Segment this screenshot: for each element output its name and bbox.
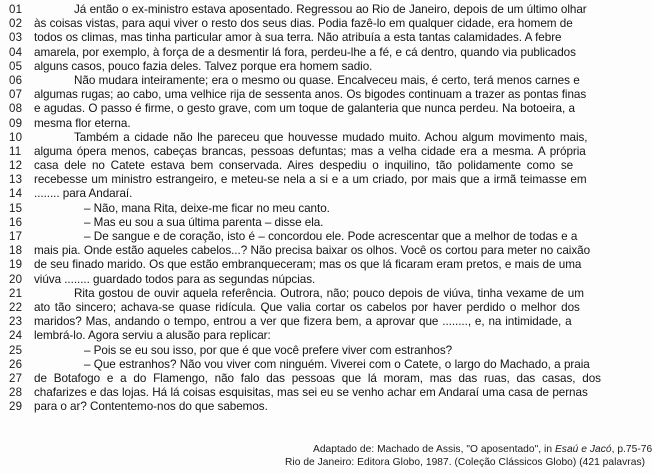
line-text <box>34 358 652 371</box>
passage-line <box>0 88 652 102</box>
line-text <box>34 60 652 73</box>
line-text <box>34 187 652 200</box>
passage-line <box>0 258 652 272</box>
attribution-line-1 <box>0 444 652 457</box>
passage-line <box>0 187 652 201</box>
source-attribution <box>0 444 652 469</box>
line-content: para o ar? Contentemo-nos do que sabemos. <box>34 400 268 414</box>
line-number: 10 <box>9 131 23 144</box>
passage-line <box>0 102 652 116</box>
line-content: Não mudara inteiramente; era o mesmo ou quase. Encalveceu mais, é certo, terá menos carnes e <box>74 73 580 87</box>
passage-line <box>0 372 652 386</box>
line-text <box>34 17 652 30</box>
line-text <box>34 31 652 44</box>
line-number: 20 <box>9 273 23 286</box>
line-number: 14 <box>9 188 23 201</box>
line-content: ........ para Andaraí. <box>34 187 133 201</box>
line-content: de seu finado marido. Os que estão embranqueceram; mas os que lá ficaram eram pretos, e mais de uma <box>34 258 582 272</box>
line-content: lembrá-lo. Agora serviu a alusão para replicar: <box>34 329 271 343</box>
line-number: 09 <box>9 117 23 130</box>
line-text <box>34 102 652 115</box>
line-number: 08 <box>9 103 23 116</box>
line-number: 26 <box>9 358 23 371</box>
line-content: às coisas vistas, para aqui viver o resto dos seus dias. Podia fazê-lo em qualquer cidade, era homem de <box>34 17 573 31</box>
line-content: – Não, mana Rita, deixe-me ficar no meu canto. <box>84 201 330 215</box>
line-content: viúva ........ guardado todos para as segundas núpcias. <box>34 272 316 286</box>
passage-line <box>0 315 652 329</box>
line-content: – De sangue e de coração, isto é – concordou ele. Pode acrescentar que a melhor de todas e a <box>84 230 578 243</box>
line-content: Também a cidade não lhe pareceu que houvesse mudado muito. Achou algum movimento mais, <box>74 130 588 144</box>
passage-line <box>0 60 652 74</box>
line-content: ato tão sincero; achava-se quase ridícula. Que valia cortar os cabelos por haver perdido o melhor dos <box>34 300 580 314</box>
line-number: 01 <box>9 4 23 16</box>
attribution-prefix: Adaptado de: Machado de Assis, "O aposentado", in <box>313 444 555 455</box>
line-number: 06 <box>9 74 23 87</box>
passage-line <box>0 244 652 258</box>
line-number: 23 <box>9 316 23 329</box>
line-text <box>34 372 652 385</box>
line-text <box>34 344 652 357</box>
line-content: casa dele no Catete estava bem conservada. Aires despediu o inquilino, tão polidamente como se <box>34 159 574 173</box>
passage-line <box>0 173 652 187</box>
line-text <box>34 273 652 286</box>
passage-line <box>0 74 652 88</box>
line-number: 21 <box>9 287 23 300</box>
line-number: 16 <box>9 216 23 229</box>
line-number: 27 <box>9 372 23 385</box>
line-content: de Botafogo e a do Flamengo, não falo das pessoas que lá moram, mas das ruas, das casas, dos <box>34 371 601 385</box>
line-number: 17 <box>9 231 23 243</box>
line-number: 03 <box>9 32 23 45</box>
passage-line <box>0 344 652 358</box>
line-number: 05 <box>9 60 23 73</box>
passage-line <box>0 400 652 414</box>
passage-line <box>0 46 652 60</box>
attribution-line-2: Rio de Janeiro: Editora Globo, 1987. (Coleção Clássicos Globo) (421 palavras) <box>285 456 646 468</box>
line-content: mesma flor eterna. <box>34 116 131 130</box>
line-text <box>34 258 652 271</box>
line-number: 11 <box>9 145 22 158</box>
line-number: 15 <box>9 202 23 215</box>
passage-line <box>0 273 652 287</box>
line-number: 29 <box>9 401 23 414</box>
line-content: recebesse um ministro estrangeiro, e meteu-se nela a si e a um criado, por mais que a irmã teimasse em <box>34 173 587 187</box>
passage-line <box>0 202 652 216</box>
line-content: – Pois se eu sou isso, por que é que você prefere viver com estranhos? <box>84 343 453 357</box>
line-content: alguma ópera menos, cabeças brancas, pessoas defuntas; mas a velha cidade era a mesma. A própria <box>34 144 586 158</box>
passage-line <box>0 386 652 400</box>
line-number: 24 <box>9 330 23 343</box>
passage-line <box>0 117 652 131</box>
line-text <box>34 386 652 399</box>
line-content: Rita gostou de ouvir aquela referência. Outrora, não; pouco depois de viúva, tinha vexame de um <box>74 286 584 300</box>
line-text <box>34 131 652 144</box>
line-number: 28 <box>9 387 23 400</box>
passage-line <box>0 301 652 315</box>
line-content: alguns casos, pouco fazia deles. Talvez porque era homem sadio. <box>34 59 373 73</box>
line-content: mais pia. Onde estão aqueles cabelos...? Não precisa baixar os olhos. Você os cortou para meter no caixão <box>34 244 591 258</box>
line-content: algumas rugas; ao cabo, uma velhice rija de sessenta anos. Os bigodes continuam a trazer as pontas finas <box>34 88 587 102</box>
line-content: Já então o ex-ministro estava aposentado. Regressou ao Rio de Janeiro, depois de um último olhar <box>74 3 587 16</box>
line-number: 02 <box>9 18 23 31</box>
line-text <box>34 117 652 130</box>
line-number: 12 <box>9 160 23 173</box>
line-content: – Que estranhos? Não vou viver com ninguém. Viverei com o Catete, o largo do Machado, a praia <box>84 357 590 371</box>
line-content: e agudas. O passo é firme, o gesto grave, com um toque de galanteria que nunca perdeu. Na botoeira, a <box>34 102 575 116</box>
passage-line <box>0 17 652 31</box>
passage-line <box>0 216 652 230</box>
line-text <box>34 173 652 186</box>
line-number: 13 <box>9 174 23 187</box>
line-text <box>34 3 652 16</box>
line-text <box>34 329 652 342</box>
passage-text-block <box>0 3 652 414</box>
line-content: todos os climas, mas tinha particular amor à sua terra. Não atribuía a esta tantas calamidades. A febre <box>34 31 562 45</box>
line-text <box>34 159 652 172</box>
line-text <box>34 88 652 101</box>
line-number: 04 <box>9 46 23 59</box>
line-text <box>34 74 652 87</box>
line-text <box>34 301 652 314</box>
line-number: 07 <box>9 89 23 102</box>
line-text <box>34 244 652 257</box>
line-content: maridos? Mas, andando o tempo, entrou a ver que fizera bem, a aprovar que ........, e, na intimidade, a <box>34 315 572 329</box>
passage-line <box>0 230 652 244</box>
line-text <box>34 287 652 300</box>
passage-line <box>0 31 652 45</box>
passage-line <box>0 329 652 343</box>
line-text <box>34 46 652 59</box>
passage-line <box>0 287 652 301</box>
line-text <box>34 216 652 229</box>
line-content: – Mas eu sou a sua última parenta – disse ela. <box>84 215 324 229</box>
line-text <box>34 315 652 328</box>
passage-line <box>0 3 652 17</box>
attribution-pages: , p.75-76 <box>611 444 652 455</box>
passage-line <box>0 131 652 145</box>
line-text <box>34 400 652 413</box>
passage-line <box>0 145 652 159</box>
line-number: 25 <box>9 344 23 357</box>
line-content: chafarizes e das lojas. Há lá coisas esquisitas, mas sei eu se venho achar em Andaraí uma casa de pernas <box>34 386 588 400</box>
line-text <box>34 230 652 243</box>
line-text <box>34 145 652 158</box>
line-content: amarela, por exemplo, à força de a desmentir lá fora, perdeu-lhe a fé, e cá dentro, quando via publicados <box>34 45 576 59</box>
line-number: 22 <box>9 301 23 314</box>
passage-line <box>0 358 652 372</box>
attribution-work-title: Esaú e Jacó <box>554 444 612 455</box>
line-text <box>34 202 652 215</box>
line-number: 19 <box>9 259 23 272</box>
line-number: 18 <box>9 245 23 258</box>
passage-line <box>0 159 652 173</box>
